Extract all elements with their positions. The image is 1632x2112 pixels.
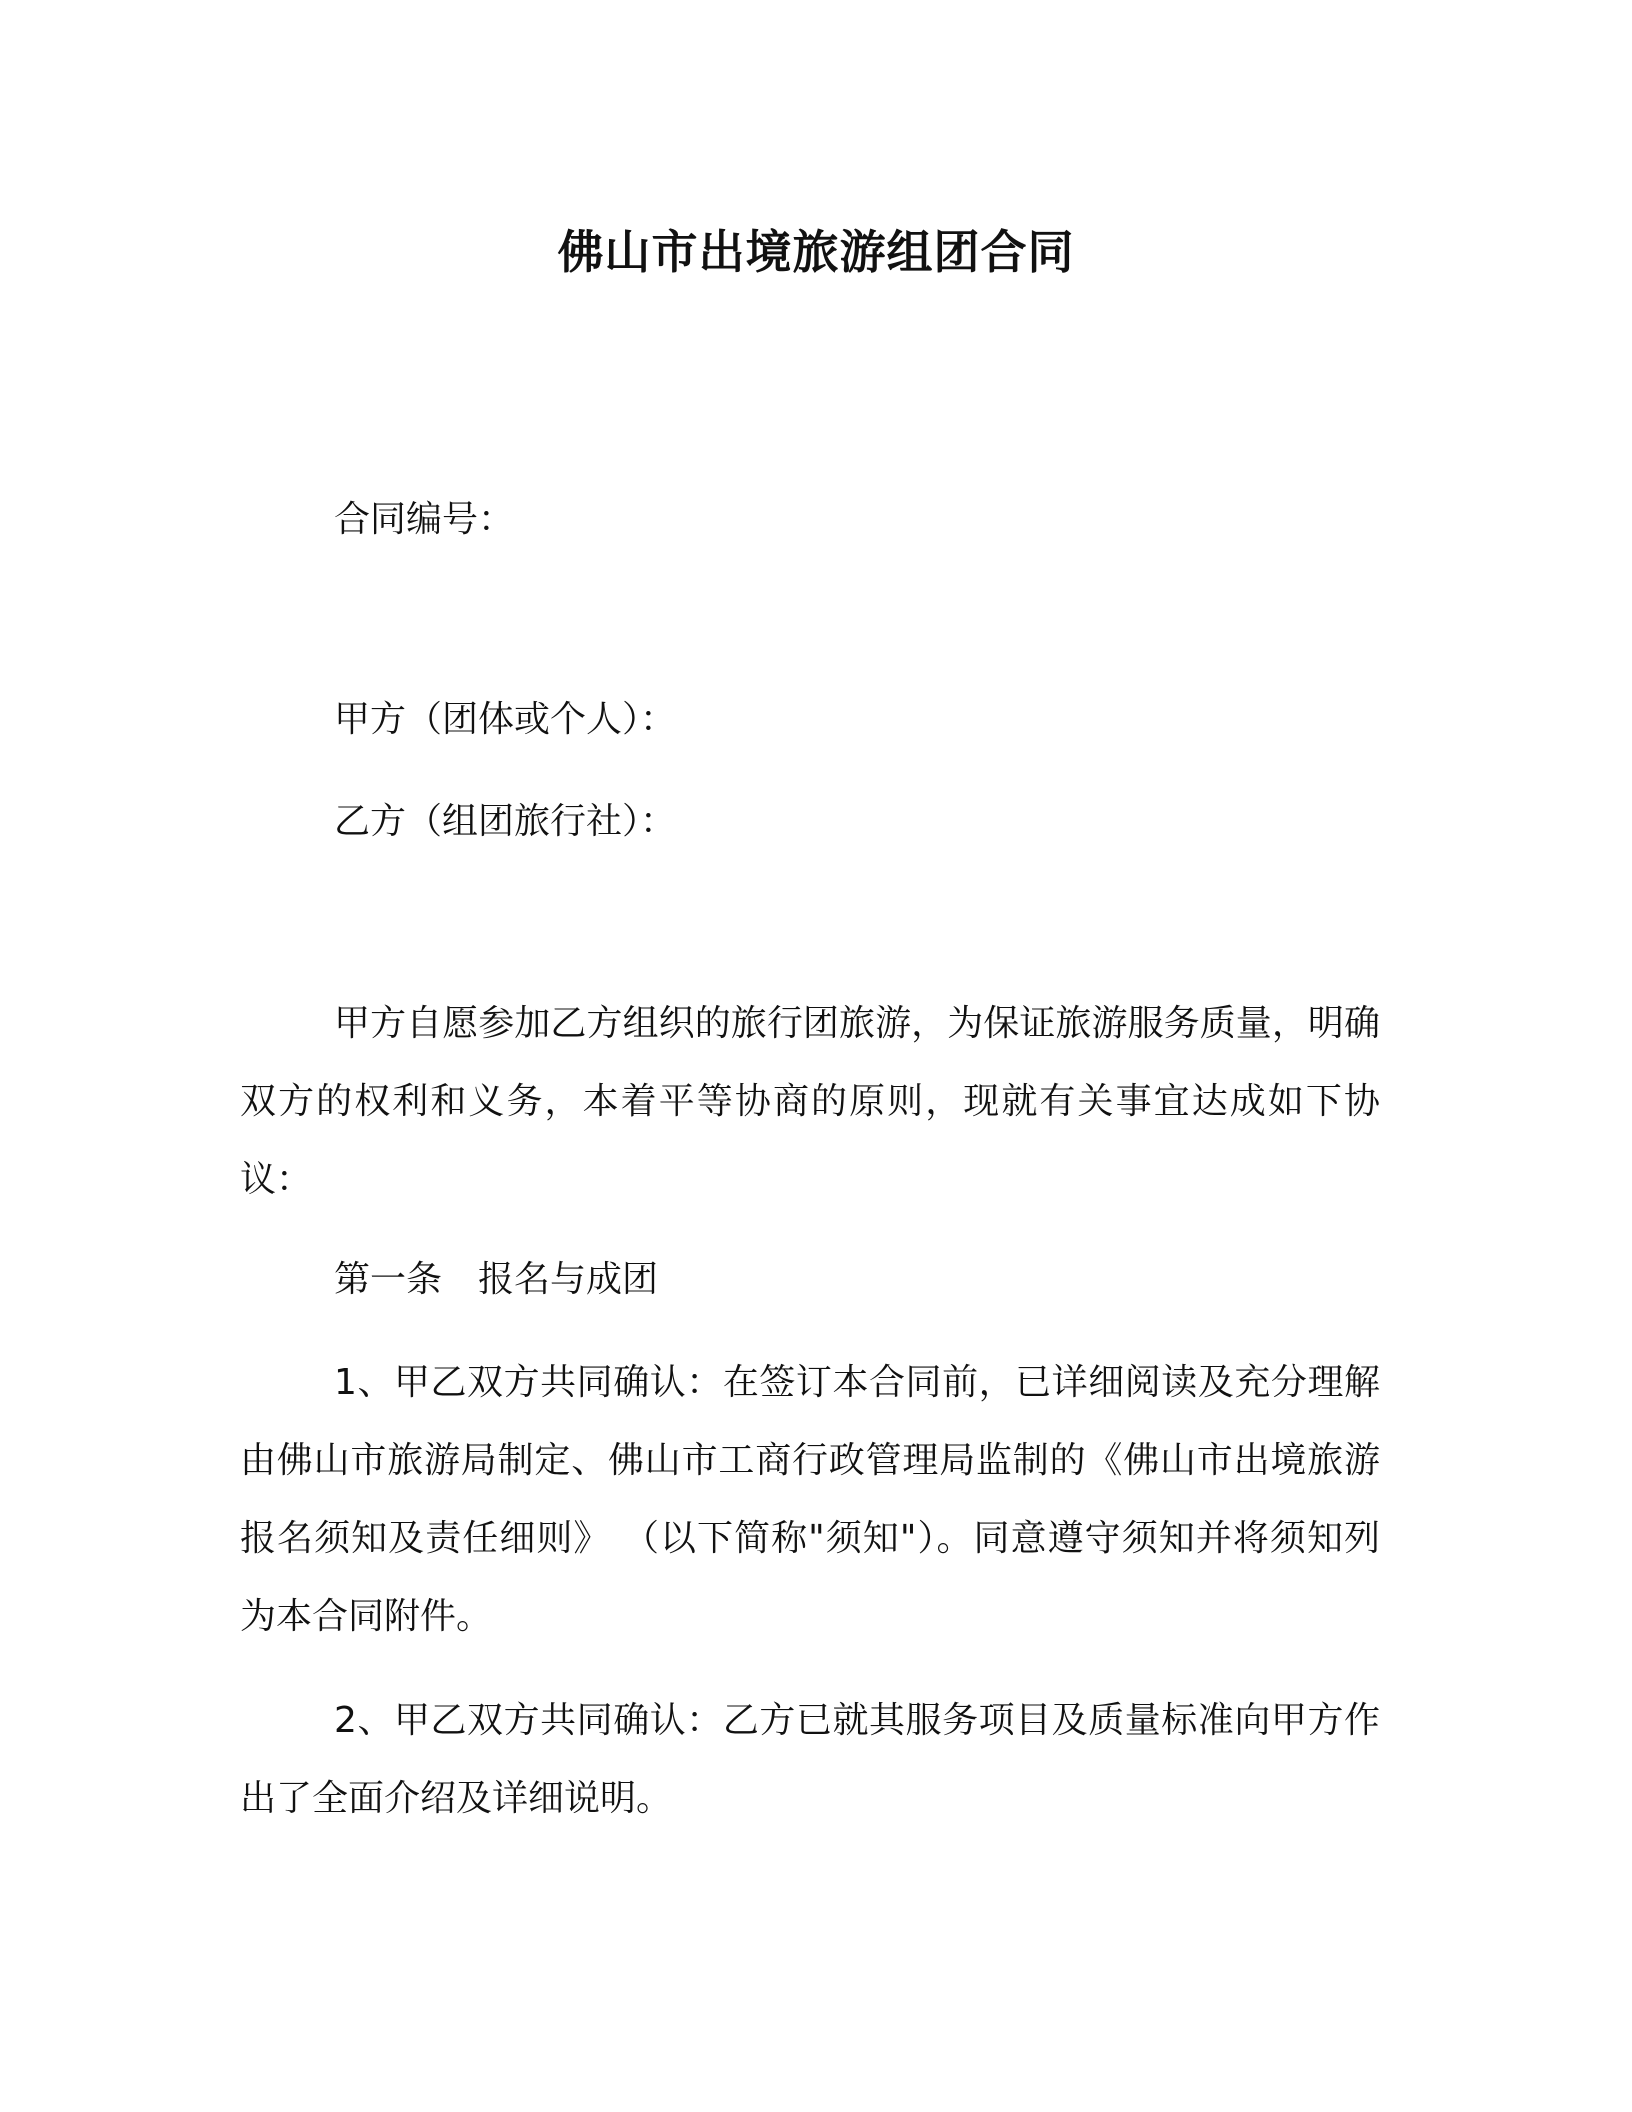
document-title: 佛山市出境旅游组团合同 — [557, 225, 1075, 279]
article-1-number: 第一条 — [334, 1259, 443, 1300]
article-1-heading — [334, 1256, 658, 1304]
party-b-field: 乙方（组团旅行社）： — [334, 801, 677, 842]
clause-2-paragraph: 2、甲乙双方共同确认：乙方已就其服务项目及质量标准向甲方作出了全面介绍及详细说明。 — [240, 1700, 1380, 1819]
party-a-field: 甲方（团体或个人）： — [334, 699, 677, 740]
preamble-paragraph: 甲方自愿参加乙方组织的旅行团旅游，为保证旅游服务质量，明确双方的权利和义务，本着平等协商的原则，现就有关事宜达成如下协议： — [240, 1003, 1380, 1200]
article-1-title: 报名与成团 — [478, 1259, 659, 1300]
clause-1-paragraph: 1、甲乙双方共同确认：在签订本合同前，已详细阅读及充分理解由佛山市旅游局制定、佛山市工商行政管理局监制的《佛山市出境旅游报名须知及责任细则》 （以下简称"须知"）。同意遵守须知并将须知列为本合同附件。 — [240, 1362, 1380, 1637]
contract-number-field: 合同编号： — [334, 499, 515, 540]
